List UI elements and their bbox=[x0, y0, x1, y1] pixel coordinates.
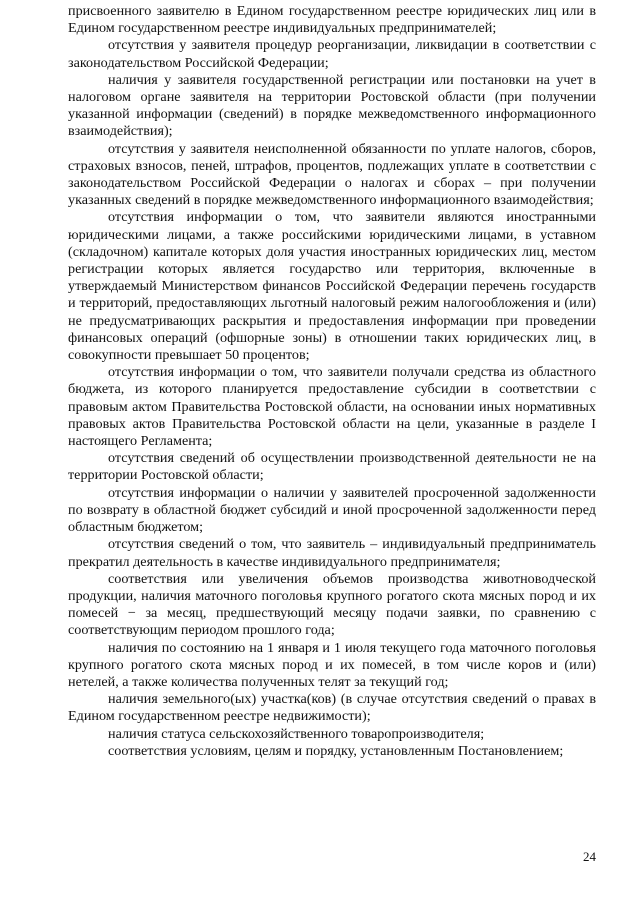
paragraph-1: присвоенного заявителю в Едином государственном реестре юридических лиц или в Едином государственном реестре индивидуальных предпринимателей; bbox=[68, 3, 596, 37]
page-number: 24 bbox=[583, 849, 596, 864]
document-body bbox=[68, 3, 596, 760]
paragraph-3: наличия у заявителя государственной регистрации или постановки на учет в налоговом органе заявителя на территории Ростовской области (при получении указанной информации (сведений) в порядке межведомственного информационного взаимодействия); bbox=[68, 71, 596, 140]
paragraph-14: соответствия условиям, целям и порядку, установленным Постановлением; bbox=[108, 742, 564, 759]
paragraph-7: отсутствия сведений об осуществлении производственной деятельности не на территории Ростовской области; bbox=[68, 450, 596, 484]
paragraph-12: наличия земельного(ых) участка(ков) (в случае отсутствия сведений о правах в Едином государственном реестре недвижимости); bbox=[68, 691, 596, 725]
paragraph-11: наличия по состоянию на 1 января и 1 июля текущего года маточного поголовья крупного рогатого скота мясных пород и их помесей, в том числе коров и (или) нетелей, а также количества полученных телят за текущий год; bbox=[68, 639, 596, 690]
paragraph-5: отсутствия информации о том, что заявители являются иностранными юридическими лицами, а также российскими юридическими лицами, в уставном (складочном) капитале которых доля участия иностранных юридических лиц, местом регистрации которых является государство или территория, включенные в утверждаемый Министерством финансов Российской Федерации перечень государств и территорий, предоставляющих льготный налоговый режим налогообложения и (или) не предусматривающих раскрытия и предоставления информации при проведении финансовых операций (офшорные зоны) в отношении таких юридических лиц, в совокупности превышает 50 процентов; bbox=[68, 209, 596, 364]
paragraph-4: отсутствия у заявителя неисполненной обязанности по уплате налогов, сборов, страховых взносов, пеней, штрафов, процентов, подлежащих уплате в соответствии с законодательством Российской Федерации о налогах и сборах – при получении указанных сведений в порядке межведомственного информационного взаимодействия; bbox=[68, 140, 596, 209]
paragraph-8: отсутствия информации о наличии у заявителей просроченной задолженности по возврату в областной бюджет субсидий и иной просроченной задолженности перед областным бюджетом; bbox=[68, 484, 596, 536]
paragraph-9: отсутствия сведений о том, что заявитель – индивидуальный предприниматель прекратил деятельность в качестве индивидуального предпринимателя; bbox=[68, 536, 596, 570]
paragraph-13: наличия статуса сельскохозяйственного товаропроизводителя; bbox=[108, 725, 485, 742]
paragraph-10: соответствия или увеличения объемов производства животноводческой продукции, наличия маточного поголовья крупного рогатого скота мясных пород и их помесей − за месяц, предшествующий месяцу подачи заявки, по сравнению с соответствующим периодом прошлого года; bbox=[68, 570, 596, 639]
paragraph-6: отсутствия информации о том, что заявители получали средства из областного бюджета, из которого планируется предоставление субсидии в соответствии с правовым актом Правительства Ростовской области, на основании иных нормативных правовых актов Правительства Ростовской области на цели, указанные в разделе I настоящего Регламента; bbox=[68, 364, 596, 450]
paragraph-2: отсутствия у заявителя процедур реорганизации, ликвидации в соответствии с законодательством Российской Федерации; bbox=[68, 37, 596, 71]
